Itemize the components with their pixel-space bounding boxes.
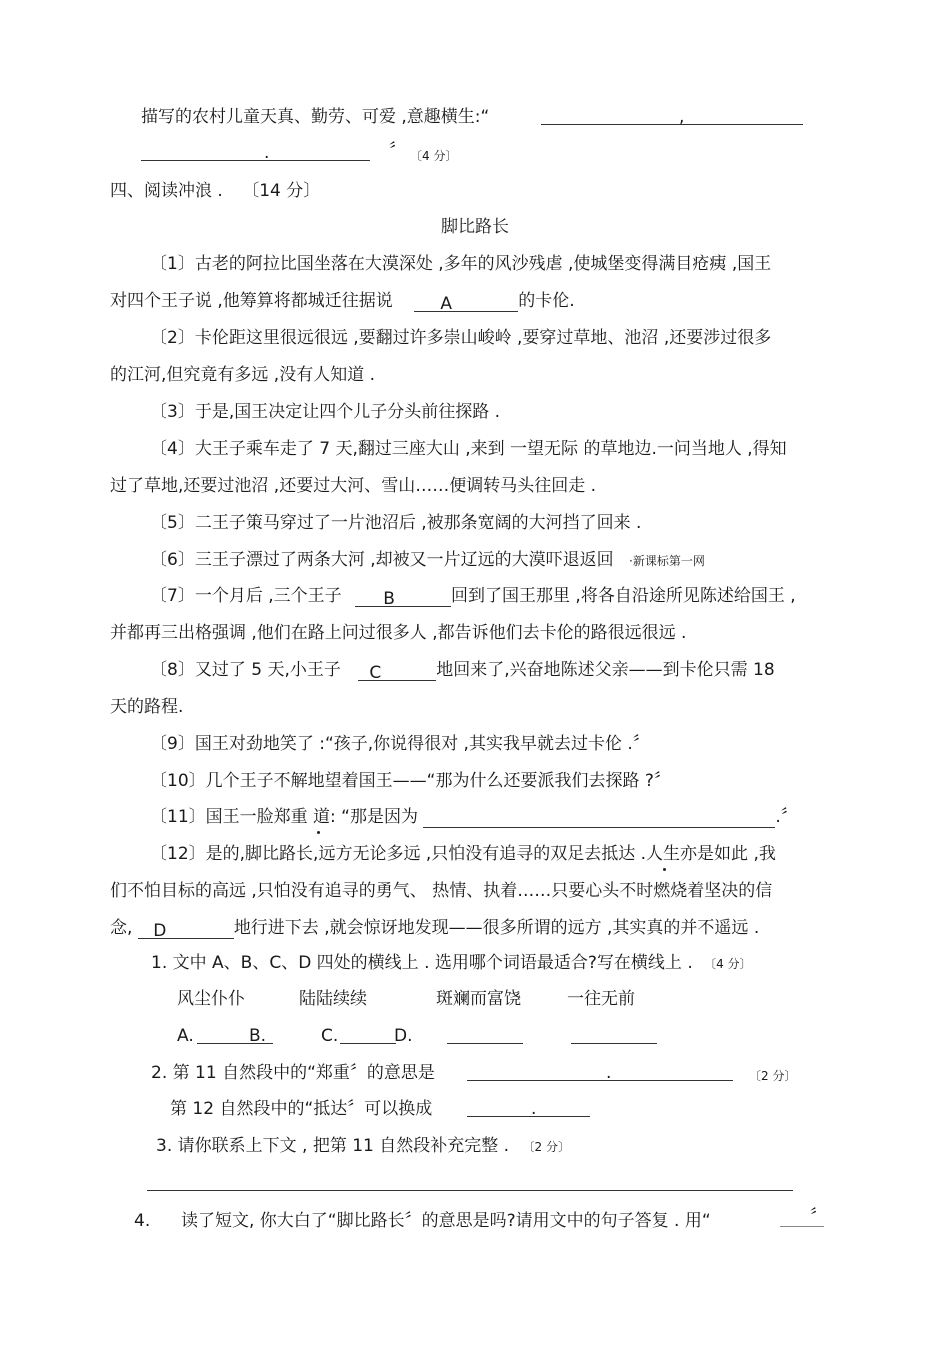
answer-blank-option-d-2[interactable]	[571, 1043, 657, 1044]
answer-blank-p11[interactable]	[423, 809, 775, 828]
section-score: 〔14 分〕	[242, 181, 321, 201]
question-4: 读了短文, 你大白了“脚比路长〞的意思是吗?请用文中的句子答复 . 用“	[181, 1211, 711, 1231]
passage-title: 脚比路长	[441, 217, 509, 237]
blank-label-a: A	[440, 294, 453, 314]
blank-label-b: B	[383, 589, 395, 609]
question-2b-dot: .	[531, 1099, 537, 1119]
question-1-text: 1. 文中 A、B、C、D 四处的横线上 . 选用哪个词语最适合?写在横线上 .	[151, 953, 693, 973]
section-heading	[110, 180, 320, 202]
question-4-number: 4.	[134, 1211, 151, 1231]
paragraph-text: 〔8〕又过了 5 天,小王子	[150, 660, 341, 680]
answer-line-q3[interactable]	[147, 1190, 793, 1191]
question-2-score: 〔2 分〕	[749, 1069, 797, 1083]
paragraph-3: 〔3〕于是,国王决定让四个儿子分头前往探路 .	[150, 402, 501, 422]
paragraph-11	[150, 806, 798, 828]
answer-blank[interactable]	[141, 160, 370, 161]
paragraph-9: 〔9〕国王对劲地笑了 :“孩子,你说得很对 ,其实我早就去过卡伦 .〞	[150, 734, 650, 754]
paragraph-2-line-1: 〔2〕卡伦距这里很远很远 ,要翻过许多崇山峻岭 ,要穿过草地、池沼 ,还要涉过很多	[150, 328, 772, 348]
answer-blank-b[interactable]	[355, 588, 451, 607]
top-line-1-text: 描写的农村儿童天真、勤劳、可爱 ,意趣横生:“	[141, 107, 490, 127]
score-label: 〔4 分〕	[410, 149, 458, 163]
answer-blank-d[interactable]	[138, 920, 234, 939]
paragraph-5: 〔5〕二王子策马穿过了一片池沼后 ,被那条宽阔的大河挡了回来 .	[150, 513, 642, 533]
question-3	[156, 1135, 570, 1158]
top-dot: .	[264, 143, 270, 163]
word-choice-4: 一往无前	[567, 989, 635, 1009]
answer-blank-q2b[interactable]	[467, 1116, 590, 1117]
paragraph-text: 〔11〕国王一脸郑重 道: “那是因为	[150, 807, 418, 827]
paragraph-text: 回到了国王那里 ,将各自沿途所见陈述给国王 ,	[451, 586, 796, 606]
answer-blank-a[interactable]	[414, 293, 518, 312]
paragraph-2-line-2: 的江河,但究竟有多远 ,没有人知道 .	[110, 365, 376, 385]
paragraph-12-line-1: 〔12〕是的,脚比路长,远方无论多远 ,只怕没有追寻的双足去抵达 .人生亦是如此 ,我	[150, 844, 776, 864]
top-line-1	[141, 106, 489, 128]
question-1-score: 〔4 分〕	[704, 957, 752, 971]
question-3-score: 〔2 分〕	[522, 1140, 570, 1154]
emphasis-dot	[317, 831, 320, 834]
watermark-note: ·新课标第一网	[629, 554, 705, 568]
paragraph-text: 地回来了,兴奋地陈述父亲——到卡伦只需 18	[436, 660, 775, 680]
paragraph-12-line-2: 们不怕目标的高远 ,只怕没有追寻的勇气、 热情、执着……只要心头不时燃烧着坚决的信	[110, 881, 773, 901]
blank-label-c: C	[369, 663, 382, 683]
top-quote: 〞	[389, 141, 406, 161]
question-2: 2. 第 11 自然段中的“郑重〞的意思是	[151, 1063, 435, 1083]
answer-blank[interactable]	[541, 124, 803, 125]
question-2-dot: .	[606, 1063, 612, 1083]
word-choice-1: 风尘仆仆	[177, 989, 245, 1009]
paragraph-4-line-2: 过了草地,还要过池沼 ,还要过大河、雪山……便调转马头往回走 .	[110, 476, 597, 496]
emphasis-dot	[663, 868, 666, 871]
question-2b: 第 12 自然段中的“抵达〞可以换成	[170, 1099, 433, 1119]
word-choice-3: 斑斓而富饶	[436, 989, 521, 1009]
option-d-label: D.	[394, 1026, 413, 1046]
paragraph-text: .〞	[775, 807, 798, 827]
question-1	[151, 952, 752, 975]
paragraph-7-line-2: 并都再三出格强调 ,他们在路上问过很多人 ,都告诉他们去卡伦的路很远很远 .	[110, 623, 687, 643]
blank-label-d: D	[153, 921, 167, 941]
paragraph-text: 地行进下去 ,就会惊讶地发现——很多所谓的远方 ,其实真的并不遥远 .	[233, 918, 760, 938]
answer-blank-option-c[interactable]	[340, 1043, 396, 1044]
paragraph-text: 〔7〕一个月后 ,三个王子	[150, 586, 342, 606]
paragraph-1-line-1: 〔1〕古老的阿拉比国坐落在大漠深处 ,多年的风沙残虐 ,使城堡变得满目疮痍 ,国王	[150, 254, 772, 274]
paragraph-12-line-3	[110, 917, 759, 939]
paragraph-text: 对四个王子说 ,他筹算将都城迁往据说	[110, 291, 393, 311]
paragraph-1-line-2	[110, 290, 575, 312]
paragraph-7-line-1	[150, 585, 796, 607]
paragraph-10: 〔10〕几个王子不解地望着国王——“那为什么还要派我们去探路 ?〞	[150, 771, 671, 791]
answer-blank-option-d-1[interactable]	[447, 1043, 523, 1044]
section-heading-text: 四、阅读冲浪 .	[110, 181, 223, 201]
paragraph-text: 的卡伦.	[518, 291, 575, 311]
paragraph-8-line-2: 天的路程.	[110, 697, 184, 717]
top-comma: ,	[679, 107, 685, 127]
option-b-label: B.	[249, 1026, 267, 1046]
paragraph-text: 〔6〕三王子漂过了两条大河 ,却被又一片辽远的大漠吓退返回	[150, 550, 614, 570]
question-4-end-quote: 〞	[810, 1207, 827, 1227]
answer-blank-q2[interactable]	[467, 1080, 733, 1081]
paragraph-8-line-1	[150, 659, 775, 681]
word-choice-2: 陆陆续续	[299, 989, 367, 1009]
answer-blank-c[interactable]	[358, 662, 436, 681]
paragraph-4-line-1: 〔4〕大王子乘车走了 7 天,翻过三座大山 ,来到 一望无际 的草地边.一问当地人 ,得知	[150, 439, 787, 459]
question-3-text: 3. 请你联系上下文 , 把第 11 自然段补充完整 .	[156, 1136, 510, 1156]
option-c-label: C.	[321, 1026, 339, 1046]
paragraph-6	[150, 549, 705, 572]
option-a-label: A.	[177, 1026, 194, 1046]
paragraph-text: 念,	[110, 918, 133, 938]
